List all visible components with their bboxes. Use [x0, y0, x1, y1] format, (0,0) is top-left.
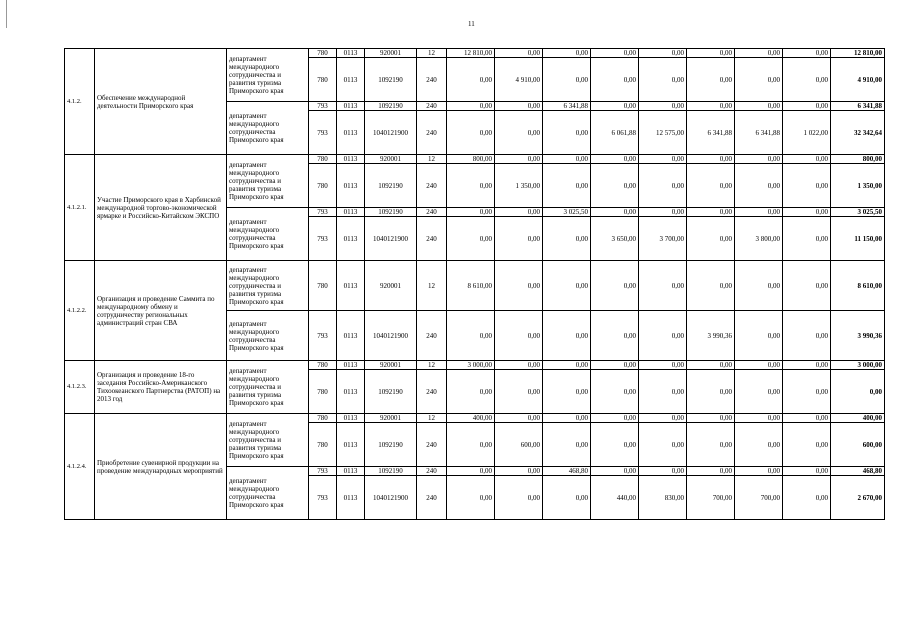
year-value: 0,00	[735, 164, 783, 208]
year-value: 8 610,00	[447, 261, 495, 311]
grbs-code: 780	[309, 49, 337, 58]
section-code: 0113	[337, 476, 365, 520]
year-value: 0,00	[783, 49, 831, 58]
year-value: 0,00	[639, 261, 687, 311]
total-value: 2 670,00	[831, 476, 885, 520]
expense-type-code: 240	[417, 111, 447, 155]
department-name: департамент международного сотрудничества Приморского края	[227, 311, 309, 361]
year-value: 3 000,00	[447, 361, 495, 370]
expense-type-code: 240	[417, 476, 447, 520]
target-item-code: 1040121900	[365, 111, 417, 155]
year-value: 0,00	[495, 155, 543, 164]
target-item-code: 920001	[365, 261, 417, 311]
expense-type-code: 240	[417, 102, 447, 111]
year-value: 0,00	[639, 155, 687, 164]
total-value: 4 910,00	[831, 58, 885, 102]
total-value: 468,80	[831, 467, 885, 476]
item-code: 4.1.2.3.	[65, 361, 95, 414]
total-value: 400,00	[831, 414, 885, 423]
year-value: 0,00	[639, 414, 687, 423]
year-value: 0,00	[687, 164, 735, 208]
year-value: 0,00	[735, 58, 783, 102]
year-value: 0,00	[591, 370, 639, 414]
year-value: 0,00	[735, 311, 783, 361]
year-value: 3 650,00	[591, 217, 639, 261]
year-value: 0,00	[735, 361, 783, 370]
year-value: 0,00	[687, 217, 735, 261]
year-value: 0,00	[687, 102, 735, 111]
department-name: департамент международного сотрудничества Приморского края	[227, 467, 309, 520]
year-value: 0,00	[639, 208, 687, 217]
year-value: 0,00	[687, 49, 735, 58]
year-value: 6 341,88	[735, 111, 783, 155]
year-value: 0,00	[783, 423, 831, 467]
grbs-code: 793	[309, 208, 337, 217]
year-value: 0,00	[543, 58, 591, 102]
department-name: департамент международного сотрудничества Приморского края	[227, 208, 309, 261]
grbs-code: 780	[309, 58, 337, 102]
year-value: 0,00	[591, 361, 639, 370]
total-value: 1 350,00	[831, 164, 885, 208]
department-name: департамент международного сотрудничества и развития туризма Приморского края	[227, 361, 309, 414]
target-item-code: 920001	[365, 361, 417, 370]
section-code: 0113	[337, 370, 365, 414]
year-value: 440,00	[591, 476, 639, 520]
item-code: 4.1.2.	[65, 49, 95, 155]
year-value: 0,00	[447, 58, 495, 102]
item-name: Приобретение сувенирной продукции на проведение международных мероприятий	[95, 414, 227, 520]
expense-type-code: 240	[417, 467, 447, 476]
target-item-code: 1040121900	[365, 217, 417, 261]
year-value: 3 800,00	[735, 217, 783, 261]
department-name: департамент международного сотрудничества и развития туризма Приморского края	[227, 155, 309, 208]
year-value: 0,00	[495, 261, 543, 311]
year-value: 0,00	[447, 164, 495, 208]
year-value: 0,00	[447, 467, 495, 476]
section-code: 0113	[337, 311, 365, 361]
total-value: 600,00	[831, 423, 885, 467]
year-value: 0,00	[783, 164, 831, 208]
expense-type-code: 240	[417, 217, 447, 261]
year-value: 0,00	[591, 311, 639, 361]
section-code: 0113	[337, 208, 365, 217]
year-value: 3 025,50	[543, 208, 591, 217]
expense-type-code: 240	[417, 311, 447, 361]
total-value: 0,00	[831, 370, 885, 414]
year-value: 0,00	[783, 58, 831, 102]
year-value: 0,00	[735, 155, 783, 164]
year-value: 1 022,00	[783, 111, 831, 155]
table-row	[65, 155, 885, 164]
year-value: 0,00	[591, 58, 639, 102]
year-value: 0,00	[543, 164, 591, 208]
item-name: Обеспечение международной деятельности Приморского края	[95, 49, 227, 155]
target-item-code: 1092190	[365, 58, 417, 102]
year-value: 0,00	[495, 467, 543, 476]
section-code: 0113	[337, 361, 365, 370]
grbs-code: 780	[309, 370, 337, 414]
year-value: 0,00	[735, 414, 783, 423]
year-value: 0,00	[591, 261, 639, 311]
page-number: 11	[468, 20, 475, 28]
year-value: 0,00	[591, 414, 639, 423]
year-value: 0,00	[543, 361, 591, 370]
year-value: 0,00	[687, 155, 735, 164]
total-value: 6 341,88	[831, 102, 885, 111]
target-item-code: 920001	[365, 414, 417, 423]
year-value: 0,00	[495, 361, 543, 370]
year-value: 3 700,00	[639, 217, 687, 261]
total-value: 32 342,64	[831, 111, 885, 155]
department-name: департамент международного сотрудничества и развития туризма Приморского края	[227, 414, 309, 467]
target-item-code: 920001	[365, 155, 417, 164]
year-value: 0,00	[735, 261, 783, 311]
year-value: 0,00	[495, 476, 543, 520]
budget-table	[64, 48, 885, 520]
expense-type-code: 240	[417, 58, 447, 102]
year-value: 0,00	[591, 102, 639, 111]
total-value: 3 025,50	[831, 208, 885, 217]
year-value: 0,00	[543, 311, 591, 361]
year-value: 0,00	[543, 423, 591, 467]
year-value: 0,00	[447, 217, 495, 261]
expense-type-code: 12	[417, 155, 447, 164]
year-value: 0,00	[783, 217, 831, 261]
target-item-code: 1092190	[365, 370, 417, 414]
target-item-code: 1092190	[365, 467, 417, 476]
target-item-code: 1092190	[365, 423, 417, 467]
year-value: 0,00	[687, 261, 735, 311]
total-value: 800,00	[831, 155, 885, 164]
grbs-code: 780	[309, 164, 337, 208]
year-value: 0,00	[783, 476, 831, 520]
department-name: департамент международного сотрудничества и развития туризма Приморского края	[227, 261, 309, 311]
total-value: 8 610,00	[831, 261, 885, 311]
year-value: 0,00	[687, 361, 735, 370]
year-value: 6 341,88	[543, 102, 591, 111]
grbs-code: 793	[309, 102, 337, 111]
table-row	[65, 361, 885, 370]
expense-type-code: 240	[417, 423, 447, 467]
year-value: 0,00	[639, 423, 687, 467]
department-name: департамент международного сотрудничества и развития туризма Приморского края	[227, 49, 309, 102]
total-value: 3 990,36	[831, 311, 885, 361]
grbs-code: 780	[309, 423, 337, 467]
year-value: 0,00	[735, 208, 783, 217]
year-value: 1 350,00	[495, 164, 543, 208]
target-item-code: 1092190	[365, 208, 417, 217]
year-value: 0,00	[543, 476, 591, 520]
year-value: 800,00	[447, 155, 495, 164]
year-value: 0,00	[783, 361, 831, 370]
year-value: 0,00	[639, 58, 687, 102]
section-code: 0113	[337, 414, 365, 423]
year-value: 0,00	[783, 467, 831, 476]
item-name: Организация и проведение Саммита по международному обмену и сотрудничеству региональных администраций стран СВА	[95, 261, 227, 361]
expense-type-code: 12	[417, 261, 447, 311]
year-value: 0,00	[591, 155, 639, 164]
year-value: 0,00	[687, 414, 735, 423]
year-value: 0,00	[783, 370, 831, 414]
year-value: 0,00	[495, 111, 543, 155]
year-value: 0,00	[495, 102, 543, 111]
year-value: 0,00	[735, 423, 783, 467]
year-value: 0,00	[687, 208, 735, 217]
expense-type-code: 12	[417, 414, 447, 423]
year-value: 0,00	[591, 208, 639, 217]
year-value: 0,00	[495, 217, 543, 261]
target-item-code: 1040121900	[365, 476, 417, 520]
year-value: 6 341,88	[687, 111, 735, 155]
year-value: 0,00	[495, 370, 543, 414]
year-value: 0,00	[543, 111, 591, 155]
expense-type-code: 240	[417, 370, 447, 414]
year-value: 0,00	[495, 208, 543, 217]
year-value: 0,00	[783, 261, 831, 311]
year-value: 0,00	[495, 49, 543, 58]
year-value: 0,00	[591, 467, 639, 476]
year-value: 0,00	[639, 370, 687, 414]
section-code: 0113	[337, 111, 365, 155]
year-value: 0,00	[735, 467, 783, 476]
year-value: 0,00	[543, 155, 591, 164]
grbs-code: 780	[309, 414, 337, 423]
expense-type-code: 240	[417, 164, 447, 208]
year-value: 0,00	[687, 467, 735, 476]
item-name: Участие Приморского края в Харбинской международной торгово-экономической ярмарке и Российско-Китайском ЭКСПО	[95, 155, 227, 261]
year-value: 600,00	[495, 423, 543, 467]
grbs-code: 780	[309, 155, 337, 164]
year-value: 0,00	[783, 102, 831, 111]
year-value: 12 810,00	[447, 49, 495, 58]
section-code: 0113	[337, 49, 365, 58]
grbs-code: 780	[309, 261, 337, 311]
year-value: 0,00	[543, 217, 591, 261]
section-code: 0113	[337, 423, 365, 467]
table-row	[65, 49, 885, 58]
year-value: 0,00	[639, 361, 687, 370]
target-item-code: 1092190	[365, 164, 417, 208]
year-value: 0,00	[447, 423, 495, 467]
year-value: 0,00	[447, 111, 495, 155]
year-value: 0,00	[735, 102, 783, 111]
department-name: департамент международного сотрудничества Приморского края	[227, 102, 309, 155]
table-row	[65, 414, 885, 423]
year-value: 0,00	[543, 370, 591, 414]
year-value: 0,00	[639, 102, 687, 111]
item-code: 4.1.2.4.	[65, 414, 95, 520]
target-item-code: 920001	[365, 49, 417, 58]
year-value: 0,00	[639, 49, 687, 58]
grbs-code: 793	[309, 311, 337, 361]
year-value: 3 990,36	[687, 311, 735, 361]
grbs-code: 793	[309, 476, 337, 520]
year-value: 0,00	[495, 414, 543, 423]
year-value: 0,00	[543, 49, 591, 58]
section-code: 0113	[337, 467, 365, 476]
total-value: 12 810,00	[831, 49, 885, 58]
year-value: 6 061,88	[591, 111, 639, 155]
year-value: 0,00	[447, 208, 495, 217]
total-value: 3 000,00	[831, 361, 885, 370]
year-value: 0,00	[783, 155, 831, 164]
scan-edge-mark	[6, 0, 7, 28]
section-code: 0113	[337, 58, 365, 102]
section-code: 0113	[337, 217, 365, 261]
grbs-code: 793	[309, 467, 337, 476]
year-value: 0,00	[783, 414, 831, 423]
total-value: 11 150,00	[831, 217, 885, 261]
year-value: 700,00	[687, 476, 735, 520]
expense-type-code: 12	[417, 361, 447, 370]
year-value: 0,00	[447, 311, 495, 361]
target-item-code: 1040121900	[365, 311, 417, 361]
section-code: 0113	[337, 261, 365, 311]
item-name: Организация и проведение 18-го заседания Российско-Американского Тихоокеанского Партнерства (РАТОП) на 2013 год	[95, 361, 227, 414]
year-value: 0,00	[543, 261, 591, 311]
year-value: 12 575,00	[639, 111, 687, 155]
table-row	[65, 261, 885, 311]
year-value: 0,00	[783, 208, 831, 217]
year-value: 0,00	[735, 49, 783, 58]
year-value: 830,00	[639, 476, 687, 520]
year-value: 0,00	[735, 370, 783, 414]
year-value: 0,00	[687, 423, 735, 467]
year-value: 0,00	[687, 58, 735, 102]
grbs-code: 793	[309, 217, 337, 261]
year-value: 0,00	[639, 311, 687, 361]
year-value: 0,00	[639, 164, 687, 208]
year-value: 700,00	[735, 476, 783, 520]
year-value: 0,00	[495, 311, 543, 361]
year-value: 4 910,00	[495, 58, 543, 102]
year-value: 0,00	[591, 164, 639, 208]
year-value: 0,00	[447, 370, 495, 414]
year-value: 468,80	[543, 467, 591, 476]
item-code: 4.1.2.1.	[65, 155, 95, 261]
grbs-code: 793	[309, 111, 337, 155]
year-value: 0,00	[447, 102, 495, 111]
year-value: 0,00	[687, 370, 735, 414]
year-value: 400,00	[447, 414, 495, 423]
section-code: 0113	[337, 102, 365, 111]
expense-type-code: 12	[417, 49, 447, 58]
target-item-code: 1092190	[365, 102, 417, 111]
grbs-code: 780	[309, 361, 337, 370]
year-value: 0,00	[543, 414, 591, 423]
year-value: 0,00	[639, 467, 687, 476]
expense-type-code: 240	[417, 208, 447, 217]
year-value: 0,00	[591, 49, 639, 58]
year-value: 0,00	[783, 311, 831, 361]
year-value: 0,00	[591, 423, 639, 467]
section-code: 0113	[337, 164, 365, 208]
year-value: 0,00	[447, 476, 495, 520]
section-code: 0113	[337, 155, 365, 164]
item-code: 4.1.2.2.	[65, 261, 95, 361]
